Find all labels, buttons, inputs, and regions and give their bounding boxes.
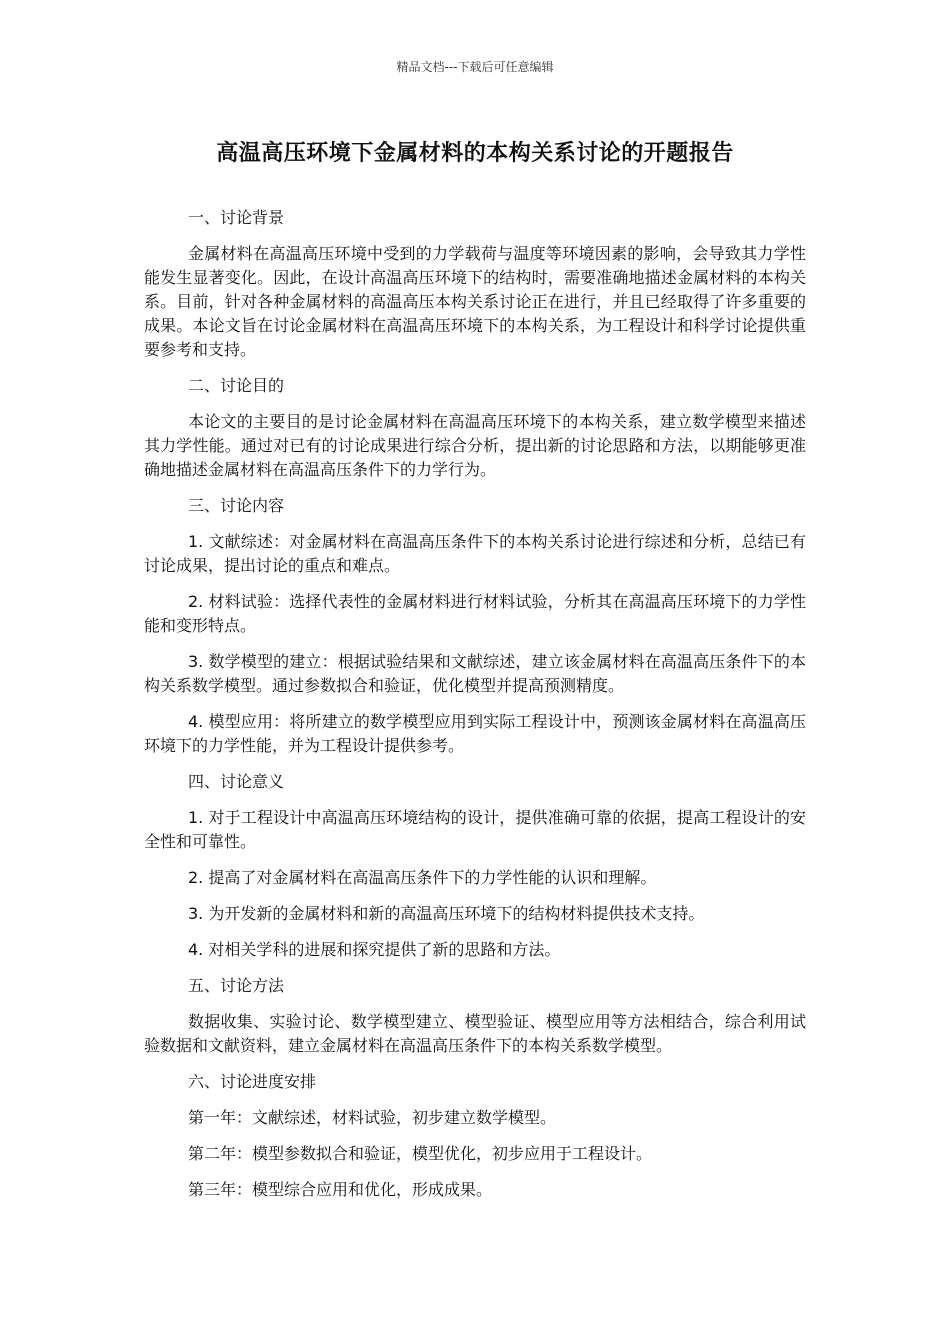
paragraph-background: 金属材料在高温高压环境中受到的力学载荷与温度等环境因素的影响，会导致其力学性能发生显著变化。因此，在设计高温高压环境下的结构时，需要准确地描述金属材料的本构关系。目前，针对各种金属材料的高温高压本构关系讨论正在进行，并且已经取得了许多重要的成果。本论文旨在讨论金属材料在高温高压环境下的本构关系，为工程设计和科学讨论提供重要参考和支持。 — [144, 244, 806, 359]
schedule-year-2: 第二年：模型参数拟合和验证，模型优化，初步应用于工程设计。 — [188, 1144, 653, 1163]
section-heading-schedule: 六、讨论进度安排 — [188, 1072, 317, 1091]
section-heading-background: 一、讨论背景 — [188, 208, 285, 227]
section-heading-significance: 四、讨论意义 — [188, 772, 285, 791]
paragraph-method: 数据收集、实验讨论、数学模型建立、模型验证、模型应用等方法相结合，综合利用试验数据和文献资料，建立金属材料在高温高压条件下的本构关系数学模型。 — [144, 1012, 806, 1055]
content-item-experiment: 2. 材料试验：选择代表性的金属材料进行材料试验，分析其在高温高压环境下的力学性能和变形特点。 — [144, 592, 806, 635]
significance-item-1: 1. 对于工程设计中高温高压环境结构的设计，提供准确可靠的依据，提高工程设计的安全性和可靠性。 — [144, 808, 806, 851]
section-heading-method: 五、讨论方法 — [188, 976, 285, 995]
content-item-application: 4. 模型应用：将所建立的数学模型应用到实际工程设计中，预测该金属材料在高温高压环境下的力学性能，并为工程设计提供参考。 — [144, 712, 806, 755]
content-item-literature: 1. 文献综述：对金属材料在高温高压条件下的本构关系讨论进行综述和分析，总结已有讨论成果，提出讨论的重点和难点。 — [144, 532, 806, 575]
paragraph-purpose: 本论文的主要目的是讨论金属材料在高温高压环境下的本构关系，建立数学模型来描述其力学性能。通过对已有的讨论成果进行综合分析，提出新的讨论思路和方法，以期能够更准确地描述金属材料在高温高压条件下的力学行为。 — [144, 412, 806, 479]
section-heading-purpose: 二、讨论目的 — [188, 376, 285, 395]
significance-item-4: 4. 对相关学科的进展和探究提供了新的思路和方法。 — [188, 940, 561, 959]
schedule-year-3: 第三年：模型综合应用和优化，形成成果。 — [188, 1180, 493, 1199]
content-item-model: 3. 数学模型的建立：根据试验结果和文献综述，建立该金属材料在高温高压条件下的本构关系数学模型。通过参数拟合和验证，优化模型并提高预测精度。 — [144, 652, 806, 695]
page-header: 精品文档---下载后可任意编辑 — [396, 60, 554, 74]
document-body — [144, 206, 806, 1214]
schedule-year-1: 第一年：文献综述，材料试验，初步建立数学模型。 — [188, 1108, 557, 1127]
significance-item-3: 3. 为开发新的金属材料和新的高温高压环境下的结构材料提供技术支持。 — [188, 904, 705, 923]
significance-item-2: 2. 提高了对金属材料在高温高压条件下的力学性能的认识和理解。 — [188, 868, 657, 887]
section-heading-content: 三、讨论内容 — [188, 496, 285, 515]
document-title: 高温高压环境下金属材料的本构关系讨论的开题报告 — [216, 141, 734, 166]
